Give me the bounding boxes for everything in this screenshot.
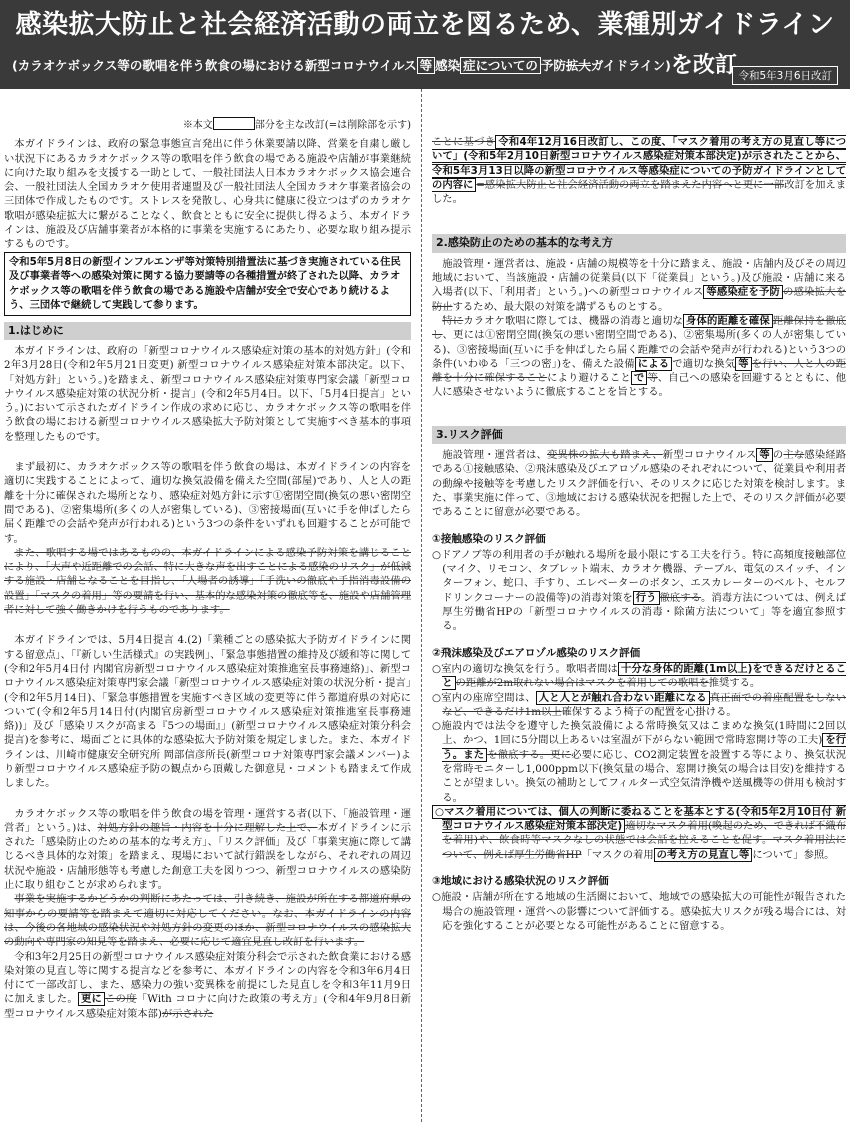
sec1-deleted-paragraph-2: 事業を実施するかどうかの判断にあたっては、引き続き、施設が所在する都道府県の知事からの要請等を踏まえて適切に対応してください。なお、本ガイドラインの内容は、今後の各地域の感染状況や対処方針の変更のほか、新型コロナウイルスの感染拡大の動向や専門家の知見等を踏まえ、必要に応じて適宜見直し改訂を行います。 bbox=[4, 893, 411, 949]
page-title: 感染拡大防止と社会経済活動の両立を図るため、業種別ガイドライン bbox=[15, 10, 835, 40]
note-suffix: 部分を主な改訂(=は削除部を示す) bbox=[254, 120, 411, 131]
note-blank-box bbox=[213, 117, 255, 130]
subtitle-deleted: 拡大 bbox=[565, 58, 591, 73]
sec1-paragraph-4: カラオケボックス等の歌唱を伴う飲食の場を管理・運営する者(以下、「施設管理・運営者」という。)は、対処方針の趣旨・内容を十分に理解した上で、本ガイドラインに示された「感染防止のための基本的な考え方」、「リスク評価」及び「事業実施に際して講じるべき具体的な対策」を踏まえ、現場において試行錯誤をしながら、それぞれの周辺状況や施設・店舗形態等も考慮した創意工夫を図りつつ、新型コロナウイルスの感染防止に取り組むことが求められます。 bbox=[4, 807, 411, 892]
revision-date-badge: 令和5年3月6日改訂 bbox=[732, 66, 838, 85]
subtitle-box-2: 症についての bbox=[460, 57, 541, 74]
sec2-paragraph-2: 特にカラオケ歌唱に際しては、機器の消毒と適切な 身体的距離を確保 距離保持を徹底し、更には①密閉空間(換気の悪い密閉空間である)、②密集場所(多くの人が密集している)、③密接場面(互いに手を伸ばしたら届く距離での会話や発声が行われる)という3つの条件(いわゆる「三つの密」)を、備えた設備 による で適切な換気 等 を行い、人と人の距離を十分に確保することにより避けること で 等、自己への感染を回避するとともに、他人に感染させないように徹底することを旨とする。 bbox=[432, 314, 846, 399]
subheading-regional-risk: ③地域における感染状況のリスク評価 bbox=[432, 875, 609, 888]
subtitle-part-c: 予防 bbox=[540, 58, 566, 73]
continued-paragraph: ことに基づき 令和4年12月16日改訂し、この度、「マスク着用の考え方の見直し等について」(令和5年2月10日新型コロナウイルス感染症対策本部決定)が示されたことから、令和5年3月13日以降の新型コロナウイルス等感染症についての予防ガイドラインとしての内容に =感染拡大防止と社会経済活動の両立を踏まえた内容へと更に一部改訂を加えました。 bbox=[432, 136, 846, 206]
bullet-ventilation-equipment: ○施設内では法令を遵守した換気設備による常時換気又はこまめな換気(1時間に2回以上、かつ、1回に5分間以上あるいは室温が下がらない範囲で常時窓開け等の工夫) を行う。また を徹底する。更に必要に応じ、CO2測定装置を設置する等により、換気状況を常時モニターし1,000ppm以下(換気量の場合、窓開け換気の場合は目安)を維持することが望ましい。換気の補助としてフィルター式空気清浄機や送風機等の併用も検討する。 bbox=[432, 720, 846, 804]
section-heading-3: 3.リスク評価 bbox=[432, 426, 846, 444]
intro-paragraph: 本ガイドラインは、政府の緊急事態宣言発出に伴う休業要請以降、営業を自粛し厳しい状況下にあるカラオケボックス等の歌唱を伴う飲食の場である施設や店舗が事業継続に向けた取り組みを支援する一助として、一般社団法人日本カラオケボックス協会連合会、一般社団法人全国カラオケ使用者連盟及び一般社団法人全国カラオケ事業者協会の三団体で作成したものです。ストレスを発散し、心身共に健康に役立つはずのカラオケ歌唱が感染症拡大に繋がることなく、飲食とともに安全に提供し得るよう、本ガイドラインは、施設及び店舗事業者が本格的に事業を実施するにあたり、必要な取り組み提示するものです。 bbox=[4, 138, 411, 251]
bullet-regional: ○施設・店舗が所在する地域の生活圏において、地域での感染拡大の可能性が報告された場合の施設管理・運営への影響について評価する。感染拡大リスクが残る場合には、対応を強化することが必要となる可能性があることに留意する。 bbox=[432, 891, 846, 932]
sec3-paragraph-1: 施設管理・運営者は、変異株の拡大も踏まえ、新型コロナウイルス 等 の主な感染経路である①接触感染、②飛沫感染及びエアロゾル感染のそれぞれについて、従業員や利用者の動線や接触等を考慮したリスク評価を行い、そのリスクに応じた対策を検討します。また、事業実施に伴って、③地域における感染状況を把握した上で、そのリスク評価が必要であることに留意が必要である。 bbox=[432, 449, 846, 519]
revision-note bbox=[4, 117, 411, 133]
sec1-paragraph-2: まず最初に、カラオケボックス等の歌唱を伴う飲食の場は、本ガイドラインの内容を適切に実践することによって、適切な換気設備を備えた空間(部屋)であり、人と人の距離を十分に確保された場所となり、感染症対処方針に示す①密閉空間(換気の悪い密閉空間である)、②密集場所(多くの人が密集している)、③密接場面(互いに手を伸ばしたら届く距離での会話や発声が行われる)という3つの条件をいずれも回避することが可能です。 bbox=[4, 461, 411, 545]
intro-revised-box: 令和5年5月8日の新型インフルエンザ等対策特別措置法に基づき実施されている住民及び事業者等への感染対策に関する協力要請等の各種措置が終了された以降、カラオケボックス等の歌唱を伴う飲食の場である施設や店舗が安全で安心であり続けるよう、三団体で継続して実践して参ります。 bbox=[4, 252, 411, 316]
left-column bbox=[4, 89, 411, 1122]
column-divider bbox=[421, 89, 422, 1122]
bullet-seating: ○室内の座席空間は、 人と人とが触れ合わない距離になる 真正面での着座配置をしないなど、できるだけ1m以上確保するよう椅子の配置を心掛ける。 bbox=[432, 691, 846, 718]
right-column bbox=[432, 89, 846, 1122]
bullet-contact: ○ドアノブ等の利用者の手が触れる場所を最小限にする工夫を行う。特に高頻度接触部位(マイク、リモコン、タブレット端末、カラオケ機器、テーブル、電気のスイッチ、インターフォン、蛇口、手すり、エレベーターのボタン、エスカレーターのベルト、セルフドリンクコーナーの設備等)の消毒対策を 行う 徹底する。消毒方法については、例えば厚生労働省HPの「新型コロナウイルスの消毒・除菌方法について」等を適宜参照する。 bbox=[432, 548, 846, 633]
subheading-droplet-risk: ②飛沫感染及びエアロゾル感染のリスク評価 bbox=[432, 646, 641, 659]
sec2-paragraph-1: 施設管理・運営者は、施設・店舗の規模等を十分に踏まえ、施設・店舗内及びその周辺地域において、当該施設・店舗の従業員(以下「従業員」という。)及び施設・店舗に来る入場者(以下、「利用者」という。)への新型コロナウイルス 等感染症を予防 の感染拡大を防止するため、最大限の対策を講ずるものとする。 bbox=[432, 257, 846, 313]
bullet-ventilation-distance: ○室内の適切な換気を行う。歌唱者間は 十分な身体的距離(1m以上)をできるだけとること の距離が2m取れない場合はマスクを着用しての歌唱を推奨する。 bbox=[432, 662, 846, 690]
sec1-paragraph-5: 令和3年2月25日の新型コロナウイルス感染症対策分科会で示された飲食業における感染対策の見直し等に関する提言などを参考に、本ガイドラインの内容を令和3年6月4日付にて一部改訂し、また、感染力の強い変異株を前提にした見直しを令和3年11月9日に加えました。 更に この度「With コロナに向けた政策の考え方」(令和4年9月8日新型コロナウイルス感染症対策本部)が示された bbox=[4, 950, 411, 1020]
page-subtitle bbox=[12, 48, 838, 79]
section-heading-1: 1.はじめに bbox=[4, 322, 411, 340]
subheading-contact-risk: ①接触感染のリスク評価 bbox=[432, 532, 546, 545]
section-heading-2: 2.感染防止のための基本的な考え方 bbox=[432, 234, 846, 252]
subtitle-box-1: 等 bbox=[417, 57, 436, 74]
subtitle-part-d: ガイドライン) bbox=[590, 58, 671, 73]
sec1-paragraph-3: 本ガイドラインでは、5月4日提言 4.(2)「業種ごとの感染拡大予防ガイドラインに関する留意点」、「『新しい生活様式』の実践例」、「緊急事態措置の維持及び緩和等に関して(令和2年5月4日付 内閣官房新型コロナウイルス感染症対策推進室長事務連絡)」、新型コロナウイルス感染症対策専門家会議「新型コロナウイルス感染症対策の状況分析・提言」(令和2年5月14日)、「緊急事態措置を実施すべき区域の変更等に伴う都道府県の対応について(令和2年5月14日付(内閣官房新型コロナウイルス感染症対策推進室長事務連絡))」及び「感染リスクが高まる『5つの場面』」(新型コロナウイルス感染症対策分科会提言)を参考に、場面ごとに具体的な感染拡大予防対策を規定しました。また、本ガイドラインは、川崎市健康安全研究所 岡部信彦所長(新型コロナ対策専門家会議メンバー)より新型コロナウイルス感染症予防の観点から頂戴した御意見・コメントも踏まえて作成しました。 bbox=[4, 634, 411, 790]
subtitle-revise: を改訂 bbox=[670, 53, 737, 78]
subtitle-part-a: (カラオケボックス等の歌唱を伴う飲食の場における新型コロナウイルス bbox=[12, 58, 417, 73]
bullet-mask: ○マスク着用については、個人の判断に委ねることを基本とする(令和5年2月10日付 新型コロナウイルス感染症対策本部決定) 適切なマスク着用(喚起のため、できれば不織布を着用)や、飲食時等マスクなしの状態では会話を控えることを促す。マスク着用法について、例えば厚生労働省HP「マスクの着用 の考え方の見直し等 について」参照。 bbox=[432, 805, 846, 862]
sec1-paragraph-1: 本ガイドラインは、政府の「新型コロナウイルス感染症対策の基本的対処方針」(令和2年3月28日(令和2年5月21日変更) 新型コロナウイルス感染症対策本部決定。以下、「対処方針」という。)を踏まえ、新型コロナウイルス感染症対策専門家会議「新型コロナウイルス感染症対策の状況分析・提言」(令和2年5月4日。以下、「5月4日提言」という。)において示されたガイドライン作成の求めに応じ、カラオケボックス等の歌唱を伴う飲食の場における新型コロナウイルス感染拡大予防対策として実施すべき基本的事項を整理したものです。 bbox=[4, 344, 411, 443]
note-prefix: ※本文 bbox=[182, 120, 213, 131]
subtitle-part-b: 感染 bbox=[435, 58, 461, 73]
sec1-deleted-paragraph: また、歌唱する場ではあるものの、本ガイドラインによる感染予防対策を講じることにより、「大声や近距離での会話、特に大きな声を出すことによる感染のリスク」が低減する施設・店舗となることを目指し、「人場者の誘導」「手洗いの徹底や手指消毒設備の設置」「マスクの着用」等の要請を行い、基本的な感染対策の徹底等を、施設や店舗管理者に対して強く働きかけを行うものであります。 bbox=[4, 546, 411, 617]
header-banner bbox=[0, 0, 850, 89]
